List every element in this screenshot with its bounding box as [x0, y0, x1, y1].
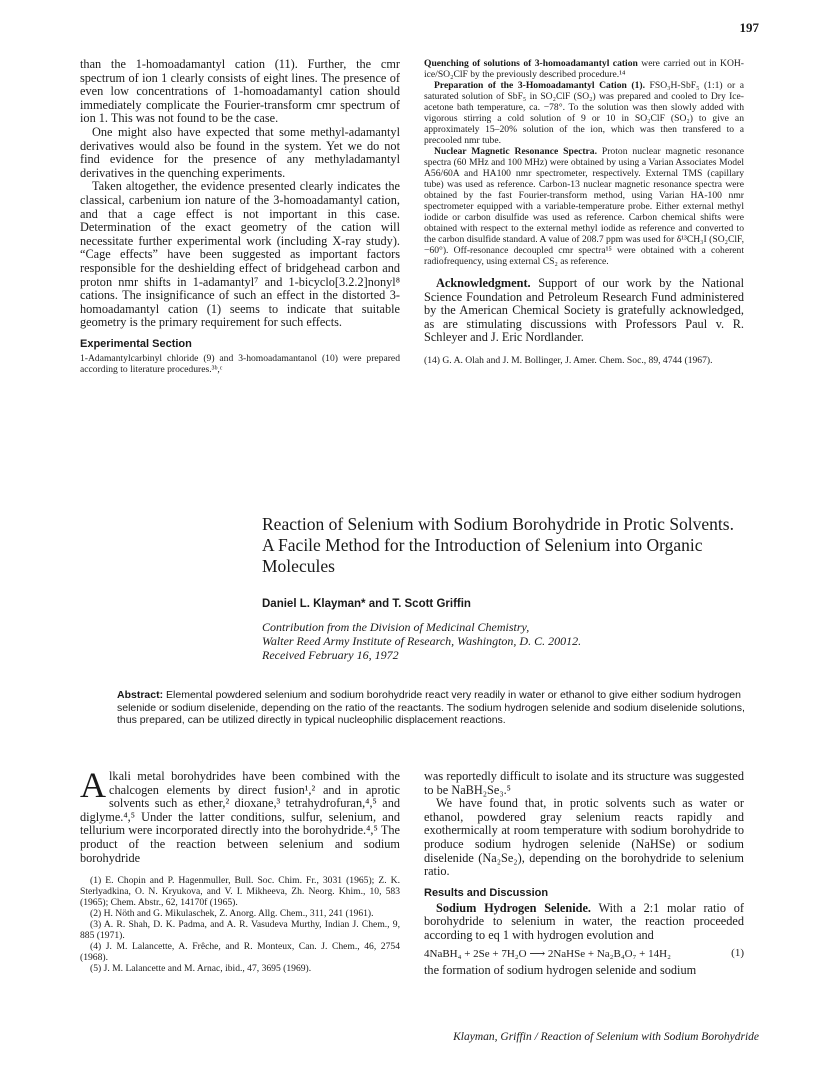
- equation-text: 4NaBH₄ + 2Se + 7H₂O ⟶ 2NaHSe + Na₂B₄O₇ + 14H₂: [424, 947, 671, 960]
- affiliation-line: Walter Reed Army Institute of Research, Washington, D. C. 20012.: [262, 634, 582, 648]
- run-in-heading: Acknowledgment.: [436, 276, 531, 290]
- run-in-heading: Nuclear Magnetic Resonance Spectra.: [434, 146, 597, 157]
- paragraph: Proton nuclear magnetic resonance spectra (60 MHz and 100 MHz) were obtained by using a Varian Associates Model A56/60A and HA100 nmr spectrometer, respectively. External TMS (capillary tube) was used as reference. Carbon-13 nuclear magnetic resonance spectra were obtained by the fast Fourier-transform method, using Varian HA-100 nmr spectrometer equipped with a variable-temperature probe. Either external methyl iodide or carbon disulfide was used as reference. Carbon chemical shifts were obtained with respect to the external methyl iodide as reference and converted to the carbon disulfide standard. A value of 208.7 ppm was used for δ¹³CH₃I (SO₂ClF, −60°). Off-resonance decoupled cmr spectra¹⁵ were obtained with a coherent radiofrequency, using external CS₂ as reference.: [424, 146, 744, 267]
- paragraph: the formation of sodium hydrogen selenide and sodium: [424, 962, 697, 977]
- drop-cap: A: [80, 765, 106, 805]
- abstract-text: Elemental powdered selenium and sodium borohydride react very readily in water or ethanol to give either sodium hydrogen selenide or sodium diselenide, depending on the ratio of the reactants. The sodium hydrogen selenide and sodium diselenide solutions, thus prepared, can be utilized directly in typical nucleophilic displacement reactions.: [117, 689, 745, 726]
- abstract-label: Abstract:: [117, 689, 164, 701]
- section-heading: Results and Discussion: [424, 886, 549, 899]
- reference: (3) A. R. Shah, D. K. Padma, and A. R. Vasudeva Murthy, Indian J. Chem., 9, 885 (1971).: [80, 919, 400, 942]
- paragraph: With a 2:1 molar ratio of borohydride to selenium in water, the reaction proceeded according to eq 1 with hydrogen evolution and: [424, 900, 744, 942]
- article-right-column: [424, 770, 744, 977]
- authors: Daniel L. Klayman* and T. Scott Griffin: [262, 598, 471, 610]
- paragraph: We have found that, in protic solvents such as water or ethanol, powdered gray selenium reacts rapidly and exothermically at room temperature with sodium borohydride to produce sodium hydrogen selenide (NaHSe) or sodium diselenide (Na₂Se₂), depending on the borohydride to selenium ratio.: [424, 796, 744, 879]
- affiliation-line: Contribution from the Division of Medicinal Chemistry,: [262, 620, 530, 634]
- paragraph: was reportedly difficult to isolate and its structure was suggested to be NaBH₂Se₃.⁵: [424, 769, 744, 797]
- equation: [424, 947, 744, 960]
- reference: (5) J. M. Lalancette and M. Arnac, ibid., 47, 3695 (1969).: [90, 963, 312, 975]
- reference: (1) E. Chopin and P. Hagenmuller, Bull. Soc. Chim. Fr., 3031 (1965); Z. K. Sterlyadkina, O. N. Kryukova, and V. I. Mikheeva, Zh. Neorg. Khim., 10, 583 (1965); Chem. Abstr., 62, 14170f (1965).: [80, 875, 400, 909]
- references: [80, 875, 400, 974]
- reference: (14) G. A. Olah and J. M. Bollinger, J. Amer. Chem. Soc., 89, 4744 (1967).: [424, 354, 713, 366]
- running-footer: Klayman, Griffin / Reaction of Selenium with Sodium Borohydride: [453, 1031, 759, 1043]
- reference: (2) H. Nöth and G. Mikulaschek, Z. Anorg. Allg. Chem., 311, 241 (1961).: [90, 908, 374, 920]
- equation-number: (1): [731, 946, 744, 959]
- run-in-heading: Preparation of the 3-Homoadamantyl Cation (1).: [434, 80, 645, 91]
- affiliation: [262, 620, 762, 662]
- section-heading: Experimental Section: [80, 337, 192, 350]
- received-date: Received February 16, 1972: [262, 648, 399, 662]
- paragraph: One might also have expected that some methyl-adamantyl derivatives would also be found in the system. Yet we do not find evidence for the presence of any methyladamantyl derivatives in the quenching experiments.: [80, 124, 400, 180]
- right-column: [424, 58, 744, 366]
- run-in-heading: Sodium Hydrogen Selenide.: [436, 900, 591, 915]
- paragraph: Support of our work by the National Science Foundation and Petroleum Research Fund administered by the American Chemical Society is gratefully acknowledged, as are stimulating discussions with Professors Paul v. R. Schleyer and J. Eric Nordlander.: [424, 276, 744, 345]
- article-left-column: [80, 765, 400, 975]
- article-title: Reaction of Selenium with Sodium Borohydride in Protic Solvents. A Facile Method for the Introduction of Selenium into Organic Molecules: [262, 514, 734, 576]
- reference: (4) J. M. Lalancette, A. Frêche, and R. Monteux, Can. J. Chem., 46, 2754 (1968).: [80, 941, 400, 964]
- paragraph: Taken altogether, the evidence presented clearly indicates the classical, carbenium ion nature of the 3-homoadamantyl cation, and that a cage effect is not important in this case. Determination of the exact geometry of the cation will necessitate further experimental work (including X-ray study). “Cage effects” have been suggested as important factors responsible for the deshielding effect of bridgehead carbon and proton nmr shifts in 1-adamantyl⁷ and 1-bicyclo[3.2.2]nonyl⁸ cations. The insignificance of such an effect in the distorted 3-homoadamantyl cation (1) seems to indicate that suitable geometry is the primary requirement for such effects.: [80, 179, 400, 330]
- page-number: 197: [739, 20, 759, 35]
- abstract: [117, 689, 751, 727]
- paragraph: than the 1-homoadamantyl cation (11). Further, the cmr spectrum of ion 1 clearly consists of eight lines. The presence of even low concentrations of 1-homoadamantyl cation should immediately complicate the Fourier-transform cmr spectrum of ion 1. This was not found to be the case.: [80, 57, 400, 126]
- run-in-heading: Quenching of solutions of 3-homoadamantyl cation: [424, 58, 638, 69]
- paragraph: lkali metal borohydrides have been combined with the chalcogen elements by direct fusion¹,² and in aprotic solvents such as ether,² dioxane,³ tetrahydrofuran,⁴,⁵ and diglyme.⁴,⁵ Under the latter conditions, sulfur, selenium, and tellurium were incorporated directly into the borohydride.⁴,⁵ The product of the reaction between selenium and sodium borohydride: [80, 769, 400, 865]
- left-column: [80, 58, 400, 375]
- paragraph: 1-Adamantylcarbinyl chloride (9) and 3-homoadamantanol (10) were prepared according to literature procedures.³ᵇ,ᶜ: [80, 352, 400, 375]
- paragraph: FSO₃H-SbF₅ (1:1) or a saturated solution of SbF₅ in SO₂ClF (SO₂) was prepared and cooled to Dry Ice-acetone bath temperature, ca. −78°. To the solution was then slowly added with vigorous stirring a cold solution of 9 or 10 in SO₂ClF (SO₂) to give an approximately 15–20% solution of the ion, which was then transfered to a precooled nmr tube.: [424, 80, 744, 146]
- paragraph: were carried out in KOH-ice/SO₂ClF by the previously described procedure.¹⁴: [424, 58, 744, 80]
